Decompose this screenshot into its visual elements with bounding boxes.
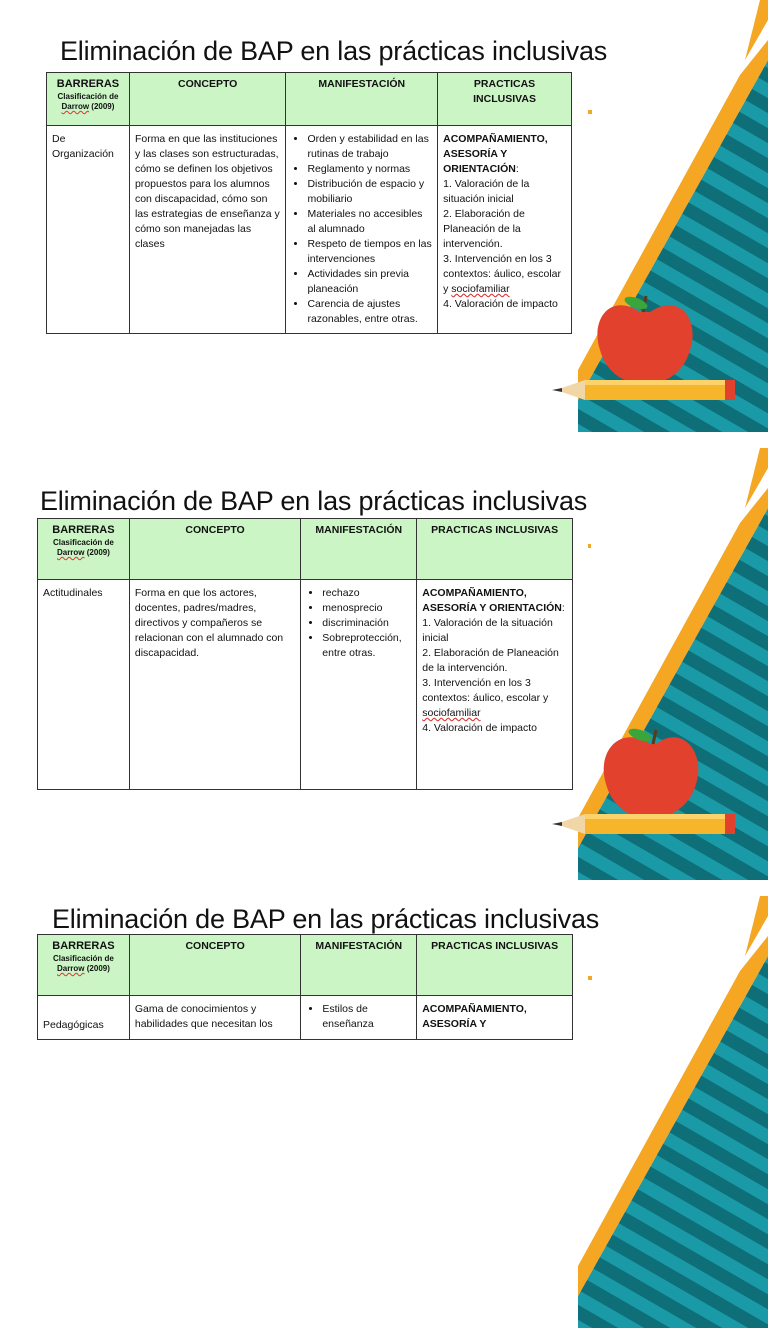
slide-1 — [0, 0, 768, 432]
list-item: • Materiales no accesibles al alumnado — [307, 207, 432, 237]
table-row — [38, 996, 573, 1040]
list-item: • Orden y estabilidad en las rutinas de trabajo — [307, 132, 432, 162]
bap-table — [46, 72, 572, 334]
header-practicas: PRACTICAS INCLUSIVAS — [417, 935, 573, 996]
header-barreras: BARRERAS Clasificación de Darrow (2009) — [38, 519, 130, 580]
slide-title: Eliminación de BAP en las prácticas inclusivas — [52, 904, 600, 934]
header-concepto: CONCEPTO — [129, 73, 286, 126]
practices-cell: ACOMPAÑAMIENTO, ASESORÍA Y ORIENTACIÓN: 1. Valoración de la situación inicial 2. Elaboración de Planeación de la intervención. 3. Intervención en los 3 contextos: áulico, escolar y sociofamiliar 4. Valoración de impacto — [417, 580, 573, 790]
list-item: • discriminación — [322, 616, 411, 631]
barrier-cell: Pedagógicas — [38, 996, 130, 1040]
practices-cell: ACOMPAÑAMIENTO, ASESORÍA Y ORIENTACIÓN: 1. Valoración de la situación inicial 2. Elaboración de Planeación de la intervención. 3. Intervención en los 3 contextos: áulico, escolar y sociofamiliar 4. Valoración de impacto — [438, 126, 572, 334]
header-manifestacion: MANIFESTACIÓN — [286, 73, 438, 126]
manifestation-cell — [301, 580, 417, 790]
barrier-cell: Actitudinales — [38, 580, 130, 790]
header-practicas: PRACTICAS INCLUSIVAS — [417, 519, 573, 580]
header-barreras: BARRERAS Clasificación de Darrow (2009) — [47, 73, 130, 126]
manifestation-cell — [301, 996, 417, 1040]
header-practicas: PRACTICAS INCLUSIVAS — [438, 73, 572, 126]
list-item: • Estilos de enseñanza — [322, 1002, 411, 1032]
concept-cell: Gama de conocimientos y habilidades que necesitan los — [129, 996, 300, 1040]
table-header-row — [38, 519, 573, 580]
list-item: • Sobreprotección, entre otras. — [322, 631, 411, 661]
slide-title: Eliminación de BAP en las prácticas inclusivas — [40, 486, 588, 516]
list-item: • Respeto de tiempos en las intervenciones — [307, 237, 432, 267]
header-concepto: CONCEPTO — [129, 935, 300, 996]
table-row — [47, 126, 572, 334]
header-manifestacion: MANIFESTACIÓN — [301, 519, 417, 580]
practices-cell: ACOMPAÑAMIENTO, ASESORÍA Y — [417, 996, 573, 1040]
list-item: • Carencia de ajustes razonables, entre otras. — [307, 297, 432, 327]
table-header-row — [47, 73, 572, 126]
header-barreras: BARRERAS Clasificación de Darrow (2009) — [38, 935, 130, 996]
bap-table — [37, 518, 573, 790]
table-row — [38, 580, 573, 790]
list-item: • menosprecio — [322, 601, 411, 616]
bap-table — [37, 934, 573, 1040]
list-item: • Actividades sin previa planeación — [307, 267, 432, 297]
list-item: • Reglamento y normas — [307, 162, 432, 177]
concept-cell: Forma en que los actores, docentes, padres/madres, directivos y compañeros se relacionan con el alumnado con discapacidad. — [129, 580, 300, 790]
list-item: • rechazo — [322, 586, 411, 601]
header-concepto: CONCEPTO — [129, 519, 300, 580]
list-item: • Distribución de espacio y mobiliario — [307, 177, 432, 207]
header-manifestacion: MANIFESTACIÓN — [301, 935, 417, 996]
slide-title: Eliminación de BAP en las prácticas inclusivas — [60, 36, 608, 66]
slide-2 — [0, 448, 768, 880]
manifestation-cell — [286, 126, 438, 334]
barrier-cell: De Organización — [47, 126, 130, 334]
slide-3 — [0, 896, 768, 1328]
concept-cell: Forma en que las instituciones y las clases son estructuradas, cómo se definen los objetivos propuestos para los alumnos con discapacidad, cómo son las estrategias de enseñanza y cómo son manejadas las clases — [129, 126, 286, 334]
table-header-row — [38, 935, 573, 996]
